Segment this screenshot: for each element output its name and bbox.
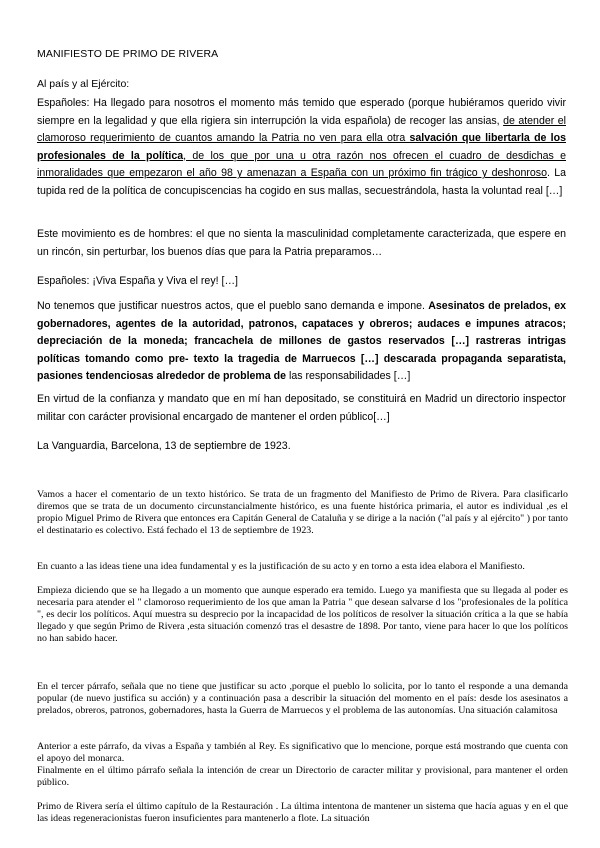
commentary-paragraph-2: En cuanto a las ideas tiene una idea fundamental y es la justificación de su acto y en torno a esta idea elabora el Manifiesto. <box>37 561 525 572</box>
commentary-paragraph-7: Primo de Rivera sería el último capítulo de la Restauración . La última intentona de mantener un sistema que hacía aguas y en el que las ideas regeneracionistas fueron insuficientes para mantenerlo a flote. La situación <box>37 801 568 825</box>
p1-underlined-b: , de los que por una u otra razón nos ofrecen el cuadro de desdichas e inmoralidades que empezaron el año 98 y amenazan a España con un próximo fin trágico y deshonroso <box>37 149 566 180</box>
manifesto-paragraph-3: Españoles: ¡Viva España y Viva el rey! […] <box>37 275 238 287</box>
manifesto-paragraph-5: En virtud de la confianza y mandato que en mí han depositado, se constituirá en Madrid un directorio inspector militar con carácter provisional encargado de mantener el orden público[…] <box>37 393 566 423</box>
commentary-paragraph-4: En el tercer párrafo, señala que no tiene que justificar su acto ,porque el pueblo lo solicita, por lo tanto el responde a una demanda popular (de nuevo justifica su acción) y a continuación pasa a describir la situación del momento en el país: desde los asesinatos a prelados, obreros, patronos, gobernadores, hasta la Guerra de Marruecos y el problema de las autonomías. Una situación calamitosa <box>37 681 568 717</box>
commentary-paragraph-5: Anterior a este párrafo, da vivas a España y también al Rey. Es significativo que lo mencione, porque está mostrando que cuenta con el apoyo del monarca. <box>37 741 568 765</box>
commentary-paragraph-1: Vamos a hacer el comentario de un texto histórico. Se trata de un fragmento del Manifiesto de Primo de Rivera. Para clasificarlo diremos que se trata de un documento circunstancialmente histórico, es una fuente histórica primaria, el autor es individual ,es el propio Miguel Primo de Rivera que entonces era Capitán General de Cataluña y se dirige a la nación ("al país y al ejército" ) por tanto el destinatario es colectivo. Está fechado el 13 de septiembre de 1923. <box>37 489 568 537</box>
commentary-paragraph-6: Finalmente en el último párrafo señala la intención de crear un Directorio de caracter militar y provisional, para mantener el orden público. <box>37 765 568 789</box>
p1-text-a: Españoles: Ha llegado para nosotros el momento más temido que esperado (porque hubiéramos querido vivir siempre en la legalidad y que ella rigiera sin interrupción la vida española) de recoger las ansias, <box>37 97 566 127</box>
manifesto-paragraph-1 <box>37 95 566 201</box>
salutation: Al país y al Ejército: <box>37 78 130 90</box>
p1-text-b: . La tupida red de la política de concupiscencias ha cogido en sus mallas, secuestrándola, hasta la voluntad real […] <box>37 167 566 197</box>
source-line: La Vanguardia, Barcelona, 13 de septiembre de 1923. <box>37 440 291 452</box>
manifesto-paragraph-2: Este movimiento es de hombres: el que no sienta la masculinidad completamente caracterizada, que espere en un rincón, sin perturbar, los buenos días que para la Patria preparamos… <box>37 228 566 258</box>
manifesto-paragraph-4 <box>37 298 566 386</box>
p4-bold: Asesinatos de prelados, ex gobernadores, agentes de la autoridad, patronos, capataces y obreros; audaces e impunes atracos; depreciación de la moneda; francachela de millones de gastos reservados […] rastreras intrigas políticas tomando como pre- texto la tragedia de Marruecos […] descarada propaganda separatista, pasiones tendenciosas alrededor de problema de <box>37 300 566 383</box>
document-title: MANIFIESTO DE PRIMO DE RIVERA <box>37 48 219 60</box>
p1-underlined-a: de atender el clamoroso requerimiento de cuantos amando la Patria no ven para ella otra <box>37 114 566 145</box>
commentary-paragraph-3: Empieza diciendo que se ha llegado a un momento que aunque esperado era temido. Luego ya manifiesta que su llegada al poder es necesaria para atender el " clamoroso requerimiento de los que aman la Patria " que desean salvarse d los "profesionales de la política ", es decir los políticos. Aquí muestra su desprecio por la incapacidad de los políticos de resolver la situación crítica a la que se había llegado y que según Primo de Rivera ,esta situación comenzó tras el desastre de 1898. Por tanto, viene para hacer lo que los políticos no han sabido hacer. <box>37 585 568 645</box>
p1-underlined-bold: salvación que libertarla de los profesionales de la política <box>37 132 566 162</box>
p4-text-b: las responsabilidades […] <box>286 370 411 383</box>
p4-text-a: No tenemos que justificar nuestros actos, que el pueblo sano demanda e impone. <box>37 300 429 312</box>
